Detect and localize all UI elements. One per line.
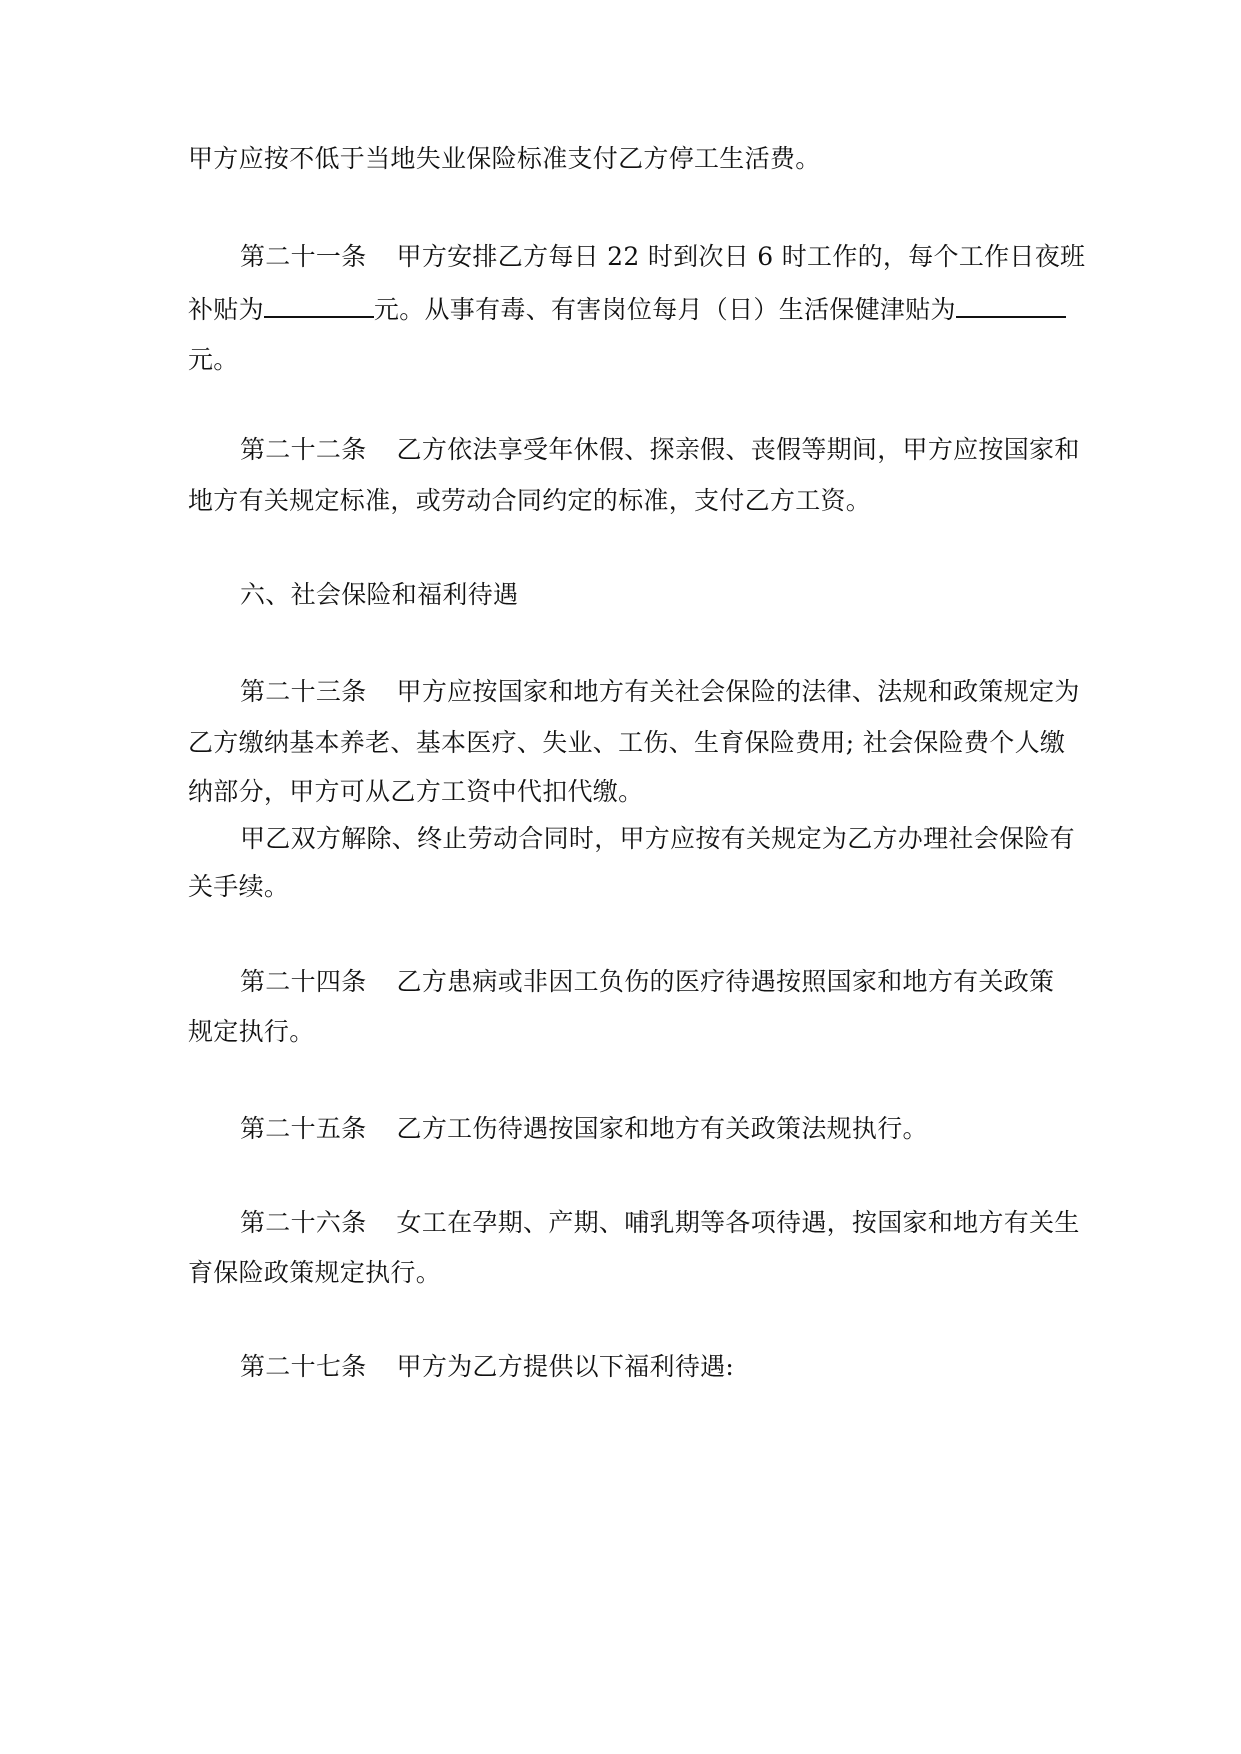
- paragraph-text: 甲方应按不低于当地失业保险标准支付乙方停工生活费。: [188, 144, 821, 173]
- article-text: 乙方依法享受年休假、探亲假、丧假等期间，甲方应按国家和: [396, 435, 1080, 464]
- article-text: 关手续。: [188, 872, 290, 901]
- article-26-line-1: [240, 1206, 1080, 1240]
- paragraph-line: [188, 142, 821, 176]
- section-title: 六、社会保险和福利待遇: [240, 580, 519, 609]
- article-text: 元。从事有毒、有害岗位每月（日）生活保健津贴为: [373, 295, 956, 324]
- article-text: 甲乙双方解除、终止劳动合同时，甲方应按有关规定为乙方办理社会保险有: [240, 824, 1075, 853]
- article-title: 第二十一条: [240, 242, 367, 271]
- section-heading: [240, 578, 518, 612]
- article-text: 规定执行。: [188, 1017, 315, 1046]
- article-23-line-4: [240, 822, 1075, 856]
- article-22-line-1: [240, 433, 1080, 467]
- article-text: 补贴为: [188, 295, 264, 324]
- article-23-line-3: [188, 775, 643, 809]
- article-21-line-1: [240, 240, 1086, 274]
- article-text: 甲方应按国家和地方有关社会保险的法律、法规和政策规定为: [396, 677, 1080, 706]
- article-title: 第二十四条: [240, 967, 367, 996]
- article-26-line-2: [188, 1256, 441, 1290]
- article-text: 甲方安排乙方每日 22 时到次日 6 时工作的，每个工作日夜班: [396, 242, 1086, 271]
- article-text: 女工在孕期、产期、哺乳期等各项待遇，按国家和地方有关生: [396, 1208, 1080, 1237]
- article-text: 甲方为乙方提供以下福利待遇:: [396, 1352, 735, 1381]
- article-title: 第二十三条: [240, 677, 367, 706]
- fill-in-blank-health-allowance[interactable]: [956, 292, 1066, 318]
- article-text: 育保险政策规定执行。: [188, 1258, 442, 1287]
- article-text: 乙方工伤待遇按国家和地方有关政策法规执行。: [396, 1114, 928, 1143]
- article-24-line-2: [188, 1015, 315, 1049]
- article-23-line-2: [188, 726, 1066, 760]
- article-text: 元。: [188, 345, 239, 374]
- article-25-line-1: [240, 1112, 928, 1146]
- article-title: 第二十五条: [240, 1114, 367, 1143]
- article-text: 纳部分，甲方可从乙方工资中代扣代缴。: [188, 777, 644, 806]
- article-23-line-5: [188, 870, 289, 904]
- fill-in-blank-night-allowance[interactable]: [264, 292, 374, 318]
- article-22-line-2: [188, 484, 871, 518]
- article-23-line-1: [240, 675, 1080, 709]
- article-text: 乙方缴纳基本养老、基本医疗、失业、工伤、生育保险费用; 社会保险费个人缴: [188, 728, 1066, 757]
- article-text: 乙方患病或非因工负伤的医疗待遇按照国家和地方有关政策: [396, 967, 1055, 996]
- article-21-line-2: [188, 292, 1066, 327]
- article-24-line-1: [240, 965, 1055, 999]
- article-title: 第二十二条: [240, 435, 367, 464]
- article-21-line-3: [188, 343, 239, 377]
- article-text: 地方有关规定标准，或劳动合同约定的标准，支付乙方工资。: [188, 486, 872, 515]
- article-title: 第二十七条: [240, 1352, 367, 1381]
- article-title: 第二十六条: [240, 1208, 367, 1237]
- article-27-line-1: [240, 1350, 734, 1384]
